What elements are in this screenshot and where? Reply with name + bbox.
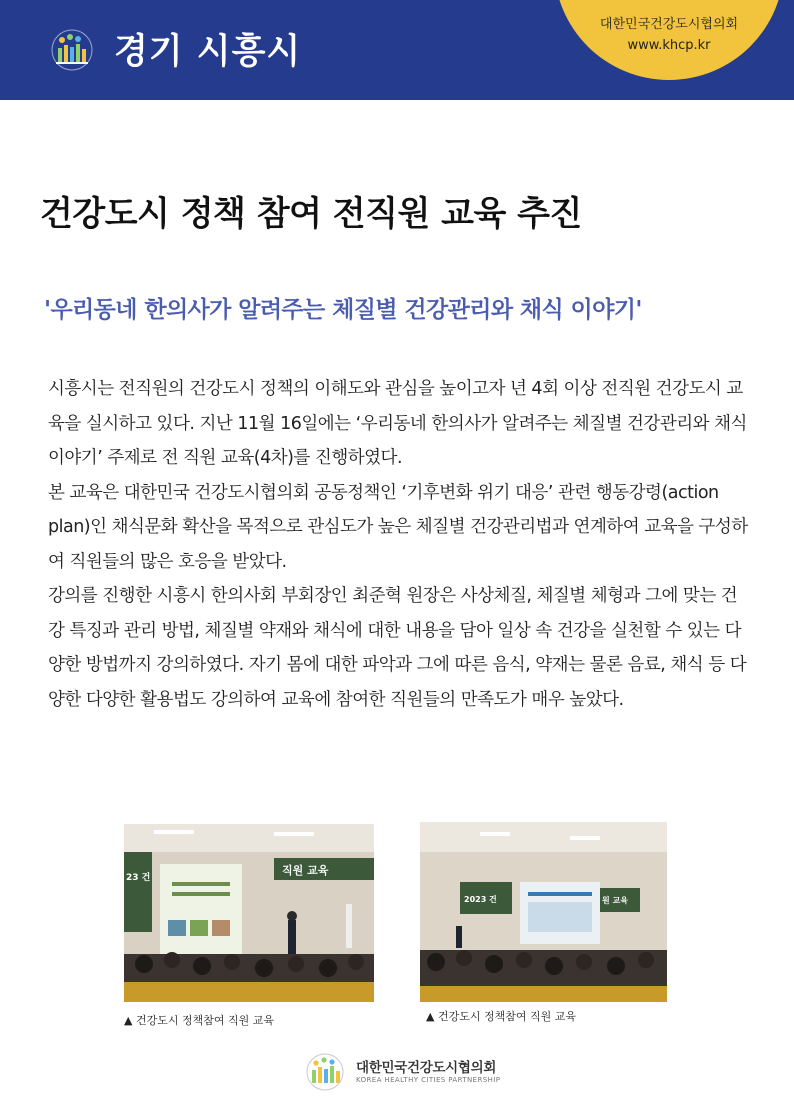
association-name: 대한민국건강도시협의회 xyxy=(599,17,739,32)
photo-lecture-1 xyxy=(124,824,374,1002)
city-name: 경기 시흥시 xyxy=(114,32,302,72)
footer-association-name: 대한민국건강도시협의회 xyxy=(356,1060,497,1076)
paragraph: 본 교육은 대한민국 건강도시협의회 공동정책인 ‘기후변화 위기 대응’ 관련 행동강령(action plan)인 채식문화 확산을 목적으로 관심도가 높은 체질별 건강관리법과 연계하여 교육을 구성하여 직원들의 많은 호응을 받았다. xyxy=(48,482,748,572)
photo-banner-text: 직원 교육 xyxy=(282,864,329,877)
photo-banner-text: 2023 건 xyxy=(464,895,497,904)
page-title: 건강도시 정책 참여 전직원 교육 추진 xyxy=(40,194,582,234)
footer-association-english: KOREA HEALTHY CITIES PARTNERSHIP xyxy=(356,1076,501,1084)
khcp-logo-icon xyxy=(300,1052,350,1092)
footer-logo xyxy=(300,1052,500,1094)
header-band xyxy=(0,0,794,100)
association-website[interactable]: www.khcp.kr xyxy=(627,38,711,53)
photo-lecture-2 xyxy=(420,822,667,1002)
photo-side-text: 원 교육 xyxy=(602,896,628,905)
association-info xyxy=(554,14,784,56)
khcp-logo-icon xyxy=(44,28,100,72)
article-subtitle: '우리동네 한의사가 알려주는 체질별 건강관리와 채식 이야기' xyxy=(44,297,642,323)
paragraph: 시흥시는 전직원의 건강도시 정책의 이해도와 관심을 높이고자 년 4회 이상 전직원 건강도시 교육을 실시하고 있다. 지난 11월 16일에는 ‘우리동네 한의사가 알려주는 체질별 건강관리와 채식이야기’ 주제로 전 직원 교육(4차)를 진행하였다. xyxy=(48,379,747,468)
photo-side-text: 23 건 xyxy=(126,873,151,883)
paragraph: 강의를 진행한 시흥시 한의사회 부회장인 최준혁 원장은 사상체질, 체질별 체형과 그에 맞는 건강 특징과 관리 방법, 체질별 약재와 채식에 대한 내용을 담아 일상 속 건강을 실천할 수 있는 다양한 방법까지 강의하였다. 자기 몸에 대한 파악과 그에 따른 음식, 약재는 물론 음료, 채식 등 다양한 다양한 활용법도 강의하여 교육에 참여한 직원들의 만족도가 매우 높았다. xyxy=(48,586,747,710)
article-body xyxy=(48,372,750,717)
photo-caption: ▲ 건강도시 정책참여 직원 교육 xyxy=(426,1010,576,1023)
photo-caption: ▲ 건강도시 정책참여 직원 교육 xyxy=(124,1014,274,1027)
